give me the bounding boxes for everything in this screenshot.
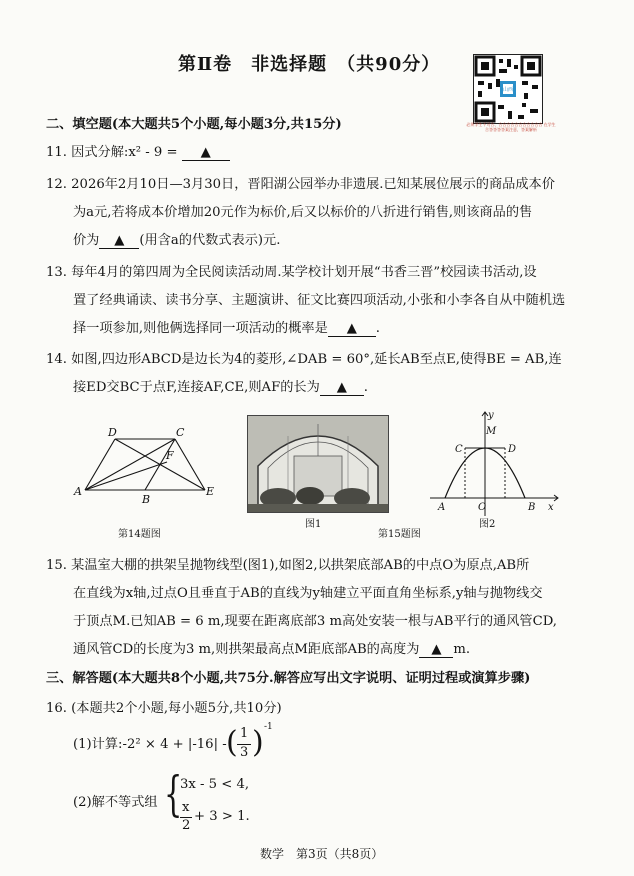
q14-text: 接ED交BC于点F,连接AF,CE,则AF的长为	[73, 380, 320, 395]
q11-text: 11. 因式分解:x² - 9 =	[46, 145, 182, 160]
figure-15-parabola	[430, 408, 565, 520]
q13-line-3	[73, 320, 380, 338]
section-heading-fill: 二、填空题(本大题共5个小题,每小题3分,共15分)	[46, 117, 342, 132]
q12-text-a: 价为	[73, 233, 100, 248]
exponent: -1	[264, 722, 273, 732]
answer-blank-13[interactable]: ▲	[328, 322, 376, 337]
answer-blank-14[interactable]: ▲	[320, 381, 364, 396]
q14-end: .	[363, 380, 368, 395]
q12-line-3	[73, 232, 280, 250]
q14-line-1: 14. 如图,四边形ABCD是边长为4的菱形,∠DAB = 60°,延长AB至点E,使得BE = AB,连	[46, 352, 562, 367]
q16-part1-expr: -2² × 4 + |-16| -	[122, 737, 227, 752]
ineq2-denominator: 2	[182, 818, 191, 833]
fig15-label-y: y	[488, 410, 494, 421]
qr-code[interactable]	[473, 54, 543, 124]
fig14-label-b: B	[142, 493, 151, 506]
figure-15-img2-caption: 图2	[479, 519, 496, 530]
q15-line-1: 15. 某温室大棚的拱架呈抛物线型(图1),如图2,以拱架底部AB的中点O为原点,AB所	[46, 558, 530, 573]
fig14-label-c: C	[176, 426, 185, 439]
q16-part2-label: (2)解不等式组	[73, 795, 158, 810]
inequality-2	[180, 800, 300, 836]
left-paren: (	[226, 725, 238, 760]
qr-note: 必须学生不可合、合合合合合合合合合合合 在学生合答答答答案注意，答案解析	[466, 122, 556, 132]
right-paren: )	[252, 725, 264, 760]
figure-14-diagram	[70, 425, 230, 515]
fig15-label-a: A	[438, 502, 446, 513]
frac-numerator: 1	[240, 726, 249, 741]
figure-15-caption: 第15题图	[378, 529, 421, 540]
q15-line-3: 于顶点M.已知AB = 6 m,现要在距离底部3 m高处安装一根与AB平行的通风管CD,	[73, 614, 557, 629]
figure-15-img1-caption: 图1	[305, 519, 322, 530]
svg-text:山西: 山西	[502, 87, 514, 93]
ineq2-numerator: x	[182, 800, 190, 815]
page-footer: 数学 第3页（共8页）	[260, 847, 384, 861]
answer-blank-11[interactable]: ▲	[182, 146, 230, 161]
fig14-label-f: F	[166, 449, 174, 462]
fig15-label-m: M	[486, 426, 497, 437]
fig14-label-a: A	[74, 485, 82, 498]
fig14-label-e: E	[206, 485, 215, 498]
fig15-label-o: O	[478, 502, 487, 513]
q16-part1-label: (1)计算:	[73, 737, 123, 752]
question-11	[46, 144, 230, 162]
q13-line-2: 置了经典诵读、读书分享、主题演讲、征文比赛四项活动,小张和小李各自从中随机选	[73, 293, 566, 308]
answer-blank-15[interactable]: ▲	[419, 643, 453, 658]
figure-14-caption: 第14题图	[118, 529, 161, 540]
q13-end: .	[375, 321, 380, 336]
section-heading-answer: 三、解答题(本大题共8个小题,共75分.解答应写出文字说明、证明过程或演算步骤)	[46, 671, 531, 686]
answer-blank-12[interactable]: ▲	[99, 234, 139, 249]
q12-line-1: 12. 2026年2月10日—3月30日，晋阳湖公园举办非遗展.已知某展位展示的商品成本价	[46, 177, 555, 192]
q16-intro: 16. (本题共2个小题,每小题5分,共10分)	[46, 701, 282, 716]
page-title: 第Ⅱ卷 非选择题 （共90分）	[178, 54, 441, 75]
fig15-label-x: x	[548, 502, 554, 513]
brace: {	[164, 766, 183, 822]
fig15-label-b: B	[528, 502, 536, 513]
q14-line-2	[73, 379, 368, 397]
q12-text-b: (用含a的代数式表示)元.	[139, 233, 281, 248]
q13-text: 择一项参加,则他俩选择同一项活动的概率是	[73, 321, 328, 336]
q13-line-1: 13. 每年4月的第四周为全民阅读活动周.某学校计划开展“书香三晋”校园读书活动,设	[46, 265, 537, 280]
fig14-label-d: D	[108, 426, 117, 439]
q12-line-2: 为a元,若将成本价增加20元作为标价,后又以标价的八折进行销售,则该商品的售	[73, 205, 533, 220]
ineq2-rest: + 3 > 1.	[194, 809, 250, 824]
q16-part-1	[73, 736, 227, 754]
q15-text-b: m.	[453, 642, 471, 657]
inequality-1: 3x - 5 < 4,	[180, 777, 250, 792]
frac-denominator: 3	[240, 745, 249, 760]
q15-line-4	[73, 641, 470, 659]
q15-line-2: 在直线为x轴,过点O且垂直于AB的直线为y轴建立平面直角坐标系,y轴与抛物线交	[73, 586, 543, 601]
greenhouse-photo	[247, 415, 389, 513]
fig15-label-c: C	[455, 444, 463, 455]
fig15-label-d: D	[508, 444, 517, 455]
q15-text-a: 通风管CD的长度为3 m,则拱架最高点M距底部AB的高度为	[73, 642, 420, 657]
